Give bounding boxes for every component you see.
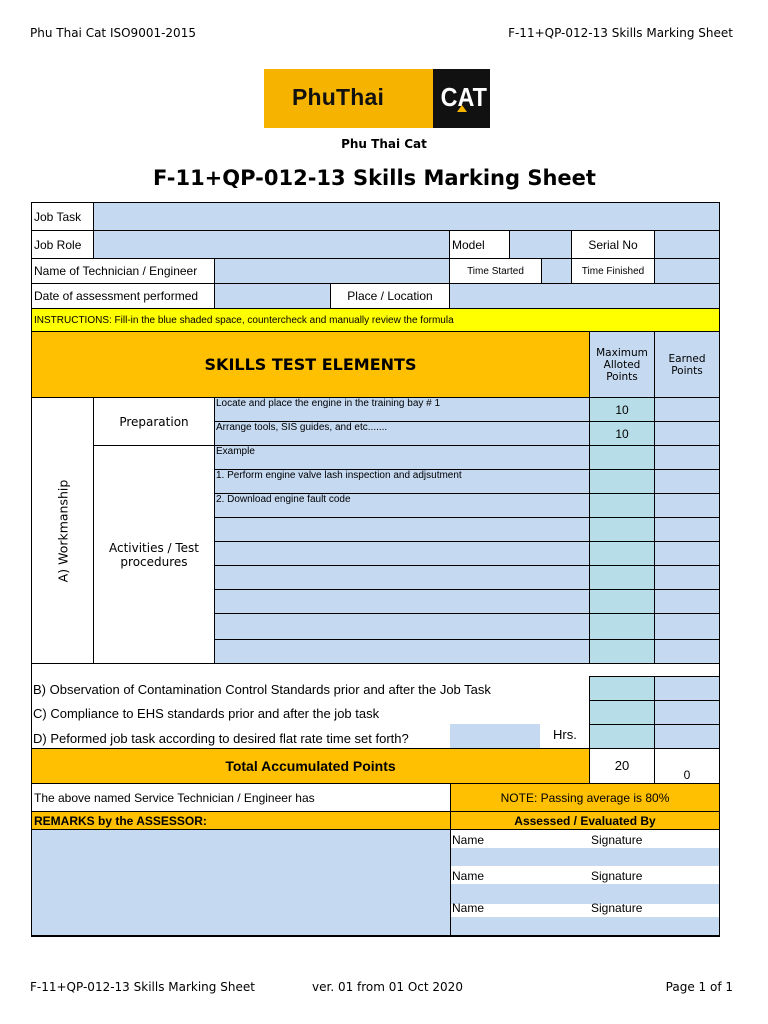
activity-row-8[interactable]: [214, 613, 590, 640]
activity-row-8-earned[interactable]: [654, 613, 720, 640]
instructions-bar: INSTRUCTIONS: Fill-in the blue shaded space, countercheck and manually review the formula: [31, 308, 720, 332]
prep-row-1-text[interactable]: [214, 397, 590, 422]
footer-page-number: Page 1 of 1: [665, 980, 733, 994]
item-d-earned[interactable]: [654, 724, 720, 749]
remarks-heading: REMARKS by the ASSESSOR:: [31, 811, 451, 830]
logo-cat-text: CAT: [440, 82, 487, 112]
date-assessment-label: Date of assessment performed: [31, 283, 215, 309]
prep-row-1-earned[interactable]: [654, 397, 720, 422]
header-left: Phu Thai Cat ISO9001-2015: [30, 26, 196, 40]
technician-label: Name of Technician / Engineer: [31, 258, 215, 284]
activity-row-7[interactable]: [214, 589, 590, 614]
passing-note: NOTE: Passing average is 80%: [450, 783, 720, 812]
serial-no-label: Serial No: [571, 230, 655, 259]
activity-row-3-max[interactable]: [589, 493, 655, 518]
activity-row-4[interactable]: [214, 517, 590, 542]
item-b-earned[interactable]: [654, 676, 720, 701]
signoff-2-name: Name: [452, 869, 485, 883]
place-location-label: Place / Location: [330, 283, 450, 309]
earned-points-heading: Earned Points: [654, 331, 720, 398]
model-label: Model: [449, 230, 510, 259]
activity-row-9[interactable]: [214, 639, 590, 664]
activity-row-3-label: 2. Download engine fault code: [216, 494, 351, 505]
time-started-field[interactable]: [541, 258, 572, 284]
max-points-heading: Maximum Alloted Points: [589, 331, 655, 398]
activity-row-1-earned[interactable]: [654, 445, 720, 470]
logo-caption: Phu Thai Cat: [341, 137, 427, 151]
job-task-field[interactable]: [93, 202, 720, 231]
job-task-label: Job Task: [31, 202, 94, 231]
signoff-1-name: Name: [452, 833, 485, 847]
item-c-earned[interactable]: [654, 700, 720, 725]
item-c-max[interactable]: [589, 700, 655, 725]
activity-row-5-max[interactable]: [589, 541, 655, 566]
job-role-label: Job Role: [31, 230, 94, 259]
item-d-label: D) Peformed job task according to desired flat rate time set forth?: [33, 731, 409, 746]
section-a-label: A) Workmanship: [55, 479, 71, 583]
activity-row-4-max[interactable]: [589, 517, 655, 542]
activity-row-2[interactable]: [214, 469, 590, 494]
item-d-max[interactable]: [589, 724, 655, 749]
total-points-label: Total Accumulated Points: [31, 748, 590, 784]
form-bottom-border: [31, 935, 720, 937]
activity-row-8-max[interactable]: [589, 613, 655, 640]
time-started-label: Time Started: [449, 258, 542, 284]
activity-row-1-max[interactable]: [589, 445, 655, 470]
job-role-field[interactable]: [93, 230, 450, 259]
frame-left-edge: [31, 664, 32, 753]
item-b-max[interactable]: [589, 676, 655, 701]
footer-version: ver. 01 from 01 Oct 2020: [312, 980, 463, 994]
activity-row-1[interactable]: [214, 445, 590, 470]
activity-row-5[interactable]: [214, 541, 590, 566]
place-location-field[interactable]: [449, 283, 720, 309]
prep-row-2-earned[interactable]: [654, 421, 720, 446]
activity-row-2-earned[interactable]: [654, 469, 720, 494]
logo-brand-text: PhuThai: [292, 84, 385, 110]
signoff-3-signature: Signature: [591, 901, 643, 915]
activity-row-7-earned[interactable]: [654, 589, 720, 614]
signoff-3-name: Name: [452, 901, 485, 915]
activity-row-3[interactable]: [214, 493, 590, 518]
item-c-label: C) Compliance to EHS standards prior and after the job task: [33, 706, 380, 721]
total-max-points-cell: [589, 748, 655, 784]
serial-no-field[interactable]: [654, 230, 720, 259]
signoff-area: [450, 829, 720, 936]
signoff-1-signature: Signature: [591, 833, 643, 847]
activity-row-7-max[interactable]: [589, 589, 655, 614]
assessed-by-heading: Assessed / Evaluated By: [450, 811, 720, 830]
prep-row-2-text[interactable]: [214, 421, 590, 446]
activity-row-6-earned[interactable]: [654, 565, 720, 590]
section-a-cell: [31, 397, 94, 664]
activity-row-2-label: 1. Perform engine valve lash inspection and adjsutment: [216, 470, 462, 481]
page-title: F-11+QP-012-13 Skills Marking Sheet: [153, 166, 596, 190]
activity-row-2-max[interactable]: [589, 469, 655, 494]
cat-logo-block: [433, 69, 490, 128]
total-earned-points: 0: [683, 768, 691, 782]
time-finished-field[interactable]: [654, 258, 720, 284]
result-text: The above named Service Technician / Engineer has: [31, 783, 451, 812]
activity-row-3-earned[interactable]: [654, 493, 720, 518]
prep-row-1-max: 10: [589, 397, 655, 422]
total-earned-points-cell: [654, 748, 720, 784]
activities-label: Activities / Test procedures: [93, 445, 215, 664]
footer-left: F-11+QP-012-13 Skills Marking Sheet: [30, 980, 255, 994]
total-max-points: 20: [614, 758, 630, 773]
activity-row-5-earned[interactable]: [654, 541, 720, 566]
prep-row-2-label: Arrange tools, SIS guides, and etc.......: [216, 422, 388, 433]
signoff-3-field[interactable]: [451, 917, 719, 935]
prep-row-1-label: Locate and place the engine in the training bay # 1: [216, 398, 441, 409]
hours-field[interactable]: [450, 724, 540, 748]
activity-row-9-earned[interactable]: [654, 639, 720, 664]
activity-row-4-earned[interactable]: [654, 517, 720, 542]
activity-row-9-max[interactable]: [589, 639, 655, 664]
skills-elements-heading: SKILLS TEST ELEMENTS: [31, 331, 590, 398]
remarks-field[interactable]: [31, 829, 451, 936]
signoff-2-signature: Signature: [591, 869, 643, 883]
activity-row-6[interactable]: [214, 565, 590, 590]
prep-row-2-max: 10: [589, 421, 655, 446]
date-assessment-field[interactable]: [214, 283, 331, 309]
hours-unit-label: Hrs.: [553, 727, 577, 742]
cat-triangle-icon: [457, 105, 467, 112]
technician-field[interactable]: [214, 258, 450, 284]
company-logo: [264, 69, 490, 128]
item-b-label: B) Observation of Contamination Control Standards prior and after the Job Task: [33, 682, 491, 697]
header-right: F-11+QP-012-13 Skills Marking Sheet: [508, 26, 733, 40]
preparation-label: Preparation: [93, 397, 215, 446]
time-finished-label: Time Finished: [571, 258, 655, 284]
signoff-1-field[interactable]: [451, 848, 719, 866]
model-field[interactable]: [509, 230, 572, 259]
activity-row-6-max[interactable]: [589, 565, 655, 590]
activity-row-1-label: Example: [216, 446, 255, 457]
signoff-2-field[interactable]: [451, 884, 719, 904]
